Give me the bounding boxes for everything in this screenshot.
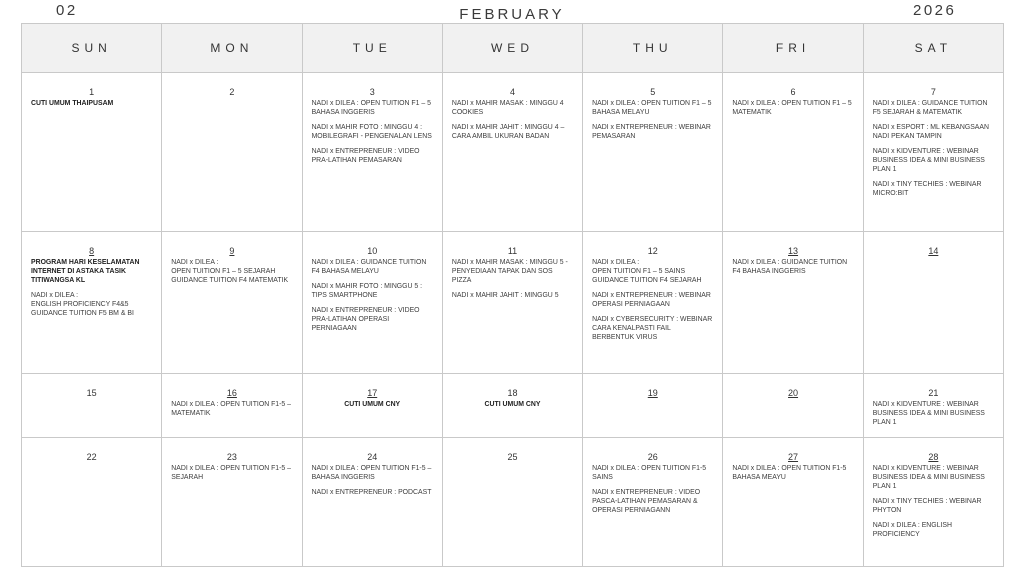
weekday-header: SUN xyxy=(22,24,162,73)
day-number: 8 xyxy=(89,246,95,256)
event-text: NADI x DILEA : OPEN TUITION F1-5 – BAHASA INGGERIS xyxy=(311,465,432,481)
event-text: NADI x DILEA : OPEN TUITION F1 – 5 MATEMATIK xyxy=(732,100,852,116)
day-number: 27 xyxy=(788,452,799,462)
event-text: NADI x DILEA : OPEN TUITION F1-5 BAHASA MEAYU xyxy=(732,465,847,481)
month-name: FEBRUARY xyxy=(459,6,565,23)
event-text: CUTI UMUM THAIPUSAM xyxy=(31,100,114,107)
event-text: NADI x DILEA : OPEN TUITION F1-5 SAINS xyxy=(592,465,707,481)
calendar-grid xyxy=(21,23,1004,567)
day-cell[interactable] xyxy=(162,374,302,438)
weekday-header: WED xyxy=(442,24,582,73)
event-text: NADI x KIDVENTURE : WEBINAR BUSINESS IDEA & MINI BUSINESS PLAN 1 xyxy=(872,401,985,426)
day-number: 5 xyxy=(650,87,656,97)
day-number: 13 xyxy=(788,246,799,256)
day-number: 23 xyxy=(226,452,237,462)
event-text: NADI x KIDVENTURE : WEBINAR BUSINESS IDEA & MINI BUSINESS PLAN 1 xyxy=(872,465,985,490)
day-cell[interactable] xyxy=(863,438,1003,567)
day-number: 22 xyxy=(86,452,97,462)
event-text: NADI x CYBERSECURITY : WEBINAR CARA KENALPASTI FAIL BERBENTUK VIRUS xyxy=(592,315,713,341)
day-cell[interactable] xyxy=(302,438,442,567)
weekday-header: MON xyxy=(162,24,302,73)
event-text: NADI x ENTREPRENEUR : WEBINAR OPERASI PERNIAGAAN xyxy=(592,291,711,308)
weekday-header: FRI xyxy=(723,24,863,73)
event-text: NADI x TINY TECHIES : WEBINAR PHYTON xyxy=(872,497,982,514)
day-cell[interactable] xyxy=(583,374,723,438)
day-number: 3 xyxy=(369,87,375,97)
day-number: 1 xyxy=(89,87,95,97)
event-text: NADI x ENTREPRENEUR : WEBINAR PEMASARAN xyxy=(592,123,711,140)
day-number: 28 xyxy=(928,452,939,462)
day-number: 16 xyxy=(226,388,237,398)
weekday-header: TUE xyxy=(302,24,442,73)
day-cell[interactable] xyxy=(863,232,1003,374)
week-row xyxy=(22,438,1004,567)
event-text: NADI x DILEA : OPEN TUITION F1 – 5 BAHASA INGGERIS xyxy=(311,100,431,116)
day-number: 20 xyxy=(788,388,799,398)
day-cell[interactable] xyxy=(723,374,863,438)
day-cell[interactable] xyxy=(583,438,723,567)
day-number: 11 xyxy=(507,246,518,256)
day-number: 4 xyxy=(509,87,515,97)
event-text: NADI x DILEA : ENGLISH PROFICIENCY F4&5 GUIDANCE TUITION F5 BM & BI xyxy=(31,291,134,317)
week-row xyxy=(22,374,1004,438)
event-text: NADI x ESPORT : ML KEBANGSAAN NADI PEKAN TAMPIN xyxy=(872,123,989,140)
event-text: NADI x DILEA : OPEN TUITION F1 – 5 SAINS GUIDANCE TUITION F4 SEJARAH xyxy=(592,259,702,284)
day-number: 26 xyxy=(647,452,658,462)
event-text: PROGRAM HARI KESELAMATAN INTERNET DI ASTAKA TASIK TITIWANGSA KL xyxy=(31,259,140,284)
event-text: NADI x MAHIR MASAK : MINGGU 5 - PENYEDIAAN TAPAK DAN SOS PIZZA xyxy=(451,259,568,284)
day-cell[interactable] xyxy=(723,73,863,232)
day-cell[interactable] xyxy=(863,73,1003,232)
day-cell[interactable] xyxy=(442,438,582,567)
day-number: 24 xyxy=(367,452,378,462)
event-text: NADI x DILEA : GUIDANCE TUITION F5 SEJARAH & MATEMATIK xyxy=(872,100,988,116)
event-text: NADI x TINY TECHIES : WEBINAR MICRO:BIT xyxy=(872,180,982,197)
event-text: NADI x DILEA : GUIDANCE TUITION F4 BAHASA MELAYU xyxy=(311,259,427,275)
weekday-header-row xyxy=(22,24,1004,73)
event-text: NADI x DILEA : GUIDANCE TUITION F4 BAHASA INGGERIS xyxy=(732,259,848,275)
day-number: 25 xyxy=(507,452,518,462)
day-cell[interactable] xyxy=(162,73,302,232)
event-text: NADI x MAHIR FOTO : MINGGU 5 : TIPS SMARTPHONE xyxy=(311,282,423,299)
event-text: NADI x ENTREPRENEUR : VIDEO PRA-LATIHAN PEMASARAN xyxy=(311,147,420,164)
month-number: 02 xyxy=(56,2,78,19)
event-text: NADI x KIDVENTURE : WEBINAR BUSINESS IDEA & MINI BUSINESS PLAN 1 xyxy=(872,147,985,173)
event-text: NADI x MAHIR JAHIT : MINGGU 5 xyxy=(451,291,559,299)
day-cell[interactable] xyxy=(22,374,162,438)
event-text: NADI x ENTREPRENEUR : PODCAST xyxy=(311,488,432,496)
event-text: CUTI UMUM CNY xyxy=(484,401,541,408)
day-cell[interactable] xyxy=(442,232,582,374)
day-number: 9 xyxy=(229,246,235,256)
event-text: NADI x DILEA : ENGLISH PROFICIENCY xyxy=(872,521,952,538)
event-text: NADI x MAHIR JAHIT : MINGGU 4 – CARA AMBIL UKURAN BADAN xyxy=(451,123,565,140)
day-cell[interactable] xyxy=(302,232,442,374)
weekday-header: THU xyxy=(583,24,723,73)
day-cell[interactable] xyxy=(22,73,162,232)
day-number: 17 xyxy=(367,388,378,398)
day-cell[interactable] xyxy=(162,438,302,567)
day-cell[interactable] xyxy=(723,438,863,567)
event-text: NADI x DILEA : OPEN TUITION F1-5 – MATEMATIK xyxy=(171,401,292,417)
day-cell[interactable] xyxy=(442,374,582,438)
event-text: NADI x DILEA : OPEN TUITION F1 – 5 BAHASA MELAYU xyxy=(592,100,712,116)
event-text: NADI x DILEA : OPEN TUITION F1-5 – SEJARAH xyxy=(171,465,292,481)
weekday-header: SAT xyxy=(863,24,1003,73)
year: 2026 xyxy=(913,2,957,19)
day-number: 21 xyxy=(928,388,939,398)
event-text: NADI x DILEA : OPEN TUITION F1 – 5 SEJARAH GUIDANCE TUITION F4 MATEMATIK xyxy=(171,259,289,284)
day-cell[interactable] xyxy=(22,438,162,567)
day-number: 14 xyxy=(928,246,939,256)
event-text: NADI x ENTREPRENEUR : VIDEO PASCA-LATIHAN PEMASARAN & OPERASI PERNIAGANN xyxy=(592,488,701,514)
day-number: 10 xyxy=(367,246,378,256)
day-cell[interactable] xyxy=(863,374,1003,438)
day-number: 15 xyxy=(86,388,97,398)
day-cell[interactable] xyxy=(583,73,723,232)
day-cell[interactable] xyxy=(302,374,442,438)
day-cell[interactable] xyxy=(442,73,582,232)
day-number: 2 xyxy=(229,87,235,97)
week-row xyxy=(22,232,1004,374)
day-number: 18 xyxy=(507,388,518,398)
week-row xyxy=(22,73,1004,232)
day-number: 7 xyxy=(930,87,936,97)
day-number: 19 xyxy=(647,388,658,398)
day-cell[interactable] xyxy=(162,232,302,374)
event-text: CUTI UMUM CNY xyxy=(344,401,401,408)
day-number: 12 xyxy=(647,246,658,256)
day-cell[interactable] xyxy=(22,232,162,374)
event-text: NADI x MAHIR FOTO : MINGGU 4 : MOBILEGRAFI - PENGENALAN LENS xyxy=(311,123,432,140)
event-text: NADI x MAHIR MASAK : MINGGU 4 COOKIES xyxy=(451,100,564,116)
day-cell[interactable] xyxy=(723,232,863,374)
day-number: 6 xyxy=(790,87,796,97)
day-cell[interactable] xyxy=(583,232,723,374)
event-text: NADI x ENTREPRENEUR : VIDEO PRA-LATIHAN OPERASI PERNIAGAAN xyxy=(311,306,420,332)
day-cell[interactable] xyxy=(302,73,442,232)
